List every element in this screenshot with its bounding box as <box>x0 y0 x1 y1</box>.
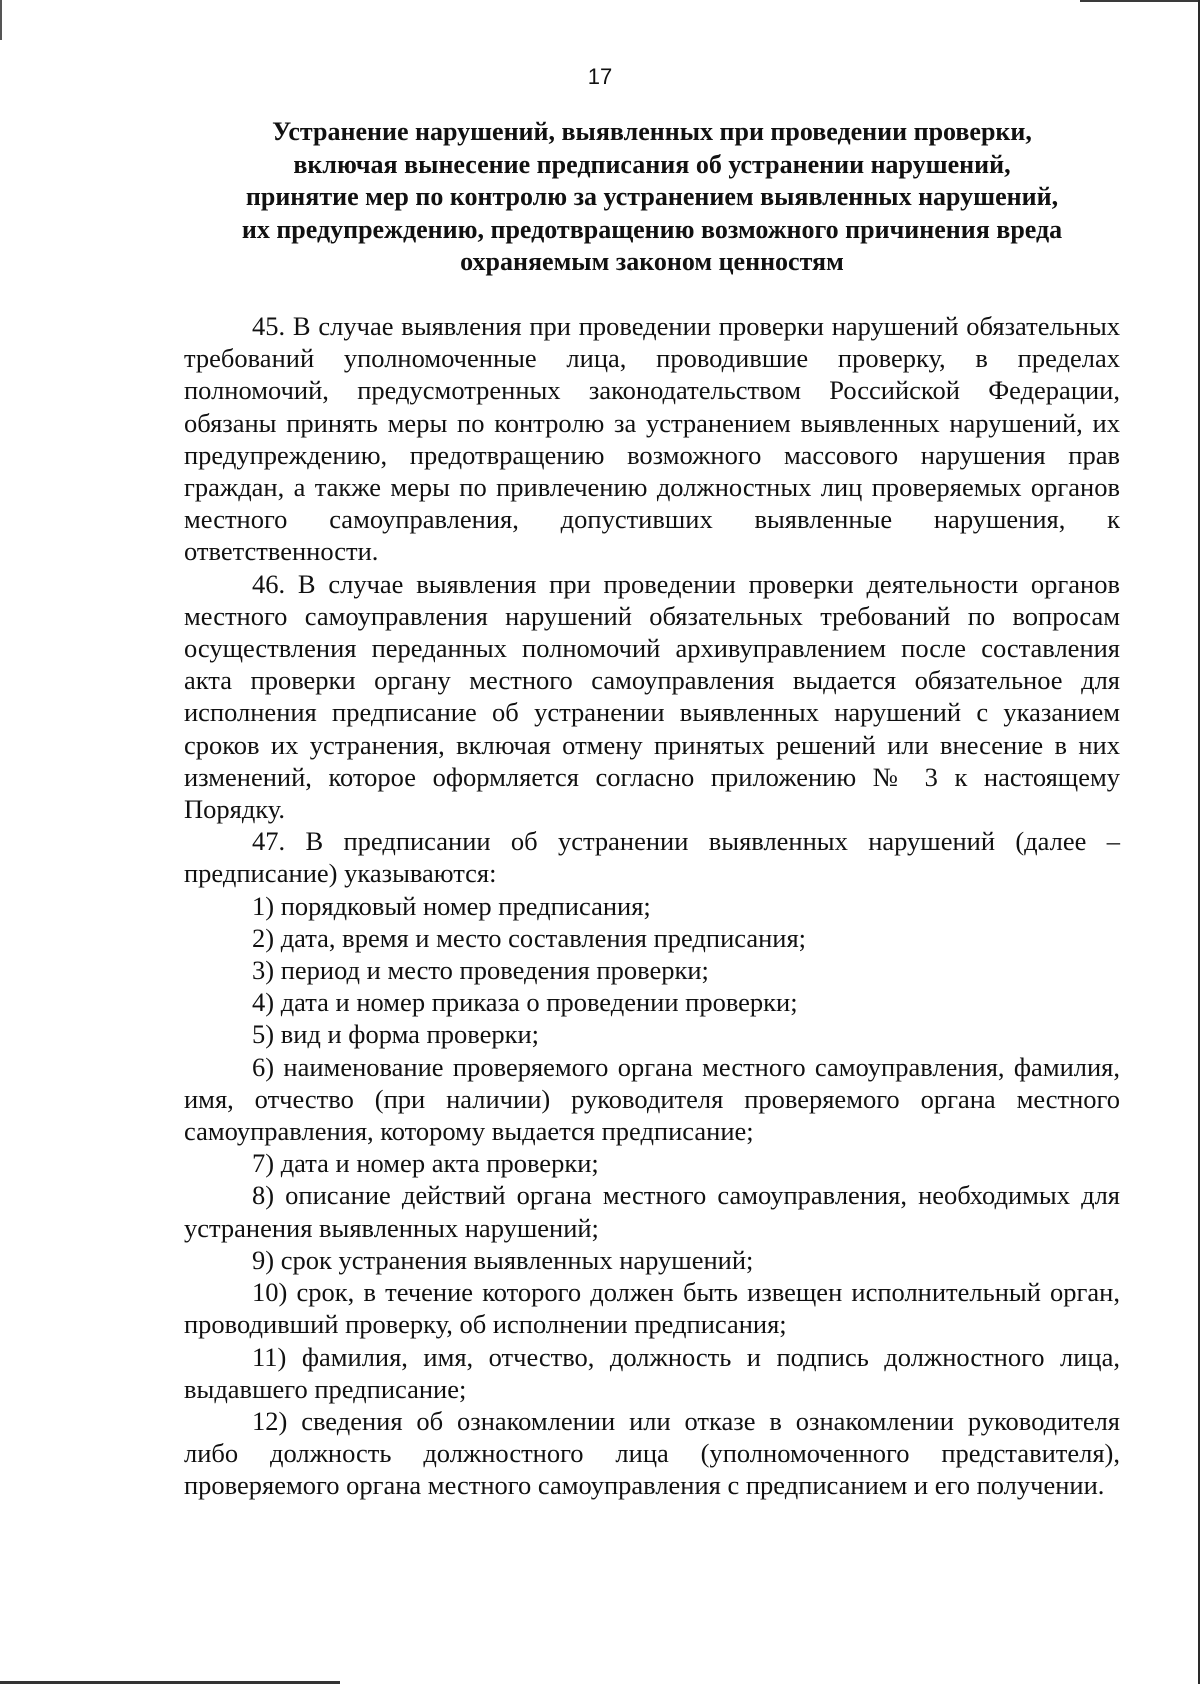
list-item: 3) период и место проведения проверки; <box>252 955 709 986</box>
list-item: 10) срок, в течение которого должен быть извещен исполнительный орган, проводивший проверку, об исполнении предписания; <box>184 1277 1120 1340</box>
heading-line: их предупреждению, предотвращению возможного причинения вреда <box>241 214 1063 244</box>
paragraph-46: 46. В случае выявления при проведении проверки деятельности органов местного самоуправления нарушений обязательных требований по вопросам осуществления переданных полномочий архивуправлением после составления акта проверки органу местного самоуправления выдается обязательное для исполнения предписание об устранении выявленных нарушений с указанием сроков их устранения, включая отмену принятых решений или внесение в них изменений, которое оформляется согласно приложению № 3 к настоящему Порядку. <box>184 568 1120 825</box>
heading-line: охраняемым законом ценностям <box>460 247 844 276</box>
section-heading <box>184 116 1120 279</box>
paragraph-45: 45. В случае выявления при проведении проверки нарушений обязательных требований уполномоченные лица, проводившие проверку, в пределах полномочий, предусмотренных законодательством Российской Федерации, обязаны принять меры по контролю за устранением выявленных нарушений, их предупреждению, предотвращению возможного массового нарушения прав граждан, а также меры по привлечению должностных лиц проверяемых органов местного самоуправления, допустивших выявленные нарушения, к ответственности. <box>184 311 1120 567</box>
list-item: 2) дата, время и место составления предписания; <box>252 922 807 953</box>
list-item: 6) наименование проверяемого органа местного самоуправления, фамилия, имя, отчество (при наличии) руководителя проверяемого органа местного самоуправления, которому выдается предписание; <box>184 1051 1120 1147</box>
list-item: 5) вид и форма проверки; <box>252 1019 540 1050</box>
scan-border-top <box>1080 0 1200 2</box>
heading-line: принятие мер по контролю за устранением выявленных нарушений, <box>245 182 1059 211</box>
list-item: 12) сведения об ознакомлении или отказе в ознакомлении руководителя либо должность должностного лица (уполномоченного представителя), проверяемого органа местного самоуправления с предписанием и его получении. <box>184 1405 1120 1501</box>
list-item: 11) фамилия, имя, отчество, должность и подпись должностного лица, выдавшего предписание; <box>184 1341 1120 1404</box>
list-item: 8) описание действий органа местного самоуправления, необходимых для устранения выявленных нарушений; <box>184 1180 1120 1243</box>
list-item: 7) дата и номер акта проверки; <box>252 1148 599 1179</box>
list-item: 1) порядковый номер предписания; <box>252 890 651 921</box>
page-number: 17 <box>587 64 613 89</box>
document-body <box>184 310 1120 1502</box>
list-item: 4) дата и номер приказа о проведении проверки; <box>252 987 798 1018</box>
heading-line: включая вынесение предписания об устранении нарушений, <box>293 149 1011 179</box>
list-item: 9) срок устранения выявленных нарушений; <box>252 1244 754 1275</box>
heading-line: Устранение нарушений, выявленных при проведении проверки, <box>272 117 1032 146</box>
scan-border-left <box>0 0 2 40</box>
paragraph-47: 47. В предписании об устранении выявленных нарушений (далее – предписание) указываются: <box>184 826 1120 889</box>
